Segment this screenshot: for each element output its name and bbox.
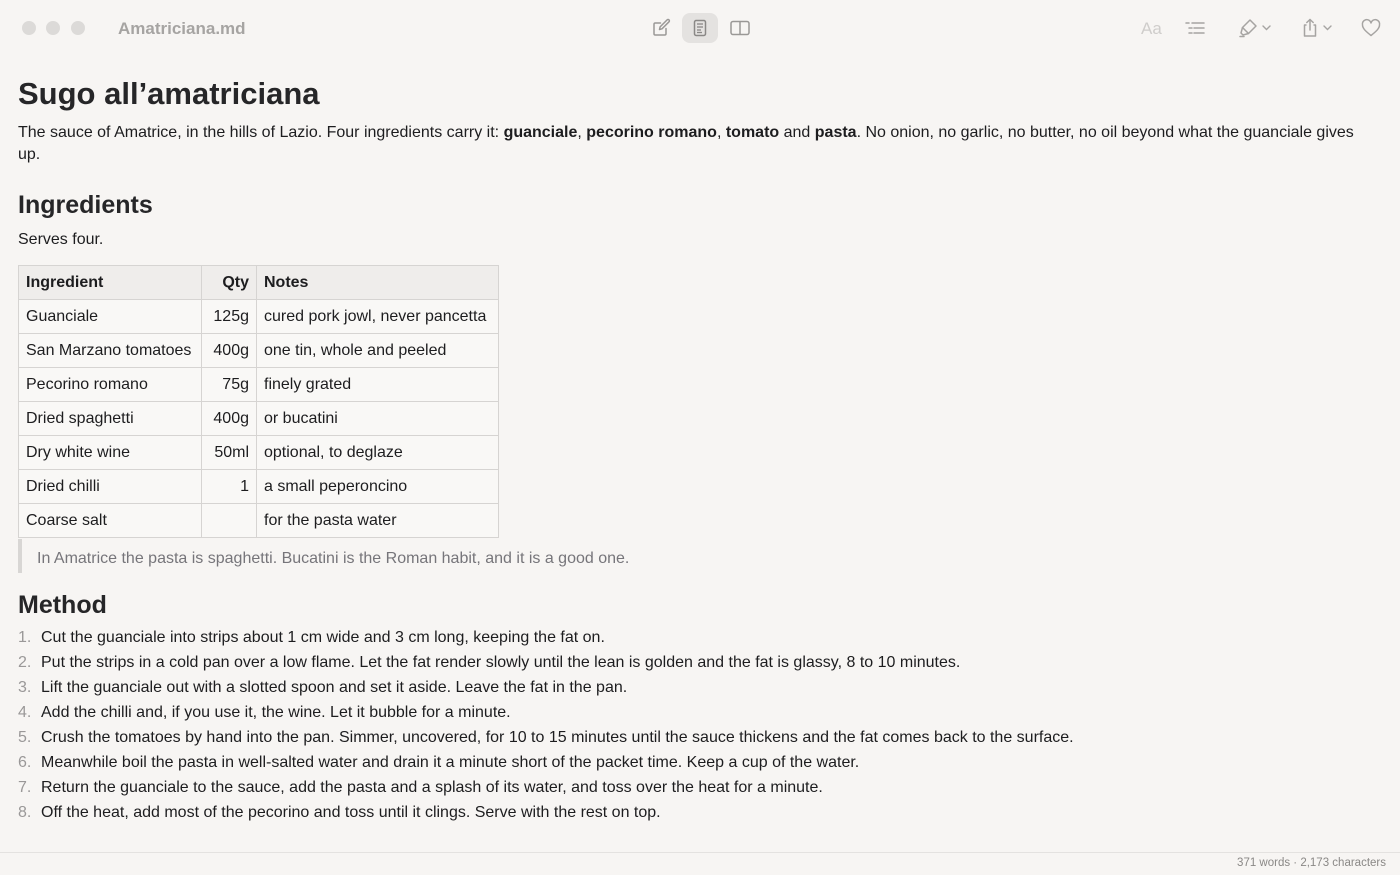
step-number: 7. [18,779,32,796]
cell-ingredient: Dry white wine [19,436,202,470]
intro-separator: , [577,124,587,141]
table-row [19,504,499,538]
share-icon [1300,17,1320,39]
step-number: 4. [18,704,32,721]
cell-qty: 1 [202,470,257,504]
cell-notes: for the pasta water [257,504,499,538]
outline-button[interactable] [1177,13,1213,43]
method-heading: Method [18,591,107,619]
step-text: Cut the guanciale into strips about 1 cm wide and 3 cm long, keeping the fat on. [41,629,605,646]
cell-ingredient: Coarse salt [19,504,202,538]
intro-bold-tomato: tomato [725,124,780,141]
step-text: Return the guanciale to the sauce, add the pasta and a splash of its water, and toss over the heat for a minute. [41,779,823,796]
serves-text: Serves four. [18,231,104,248]
cell-qty: 400g [202,402,257,436]
step-text: Lift the guanciale out with a slotted spoon and set it aside. Leave the fat in the pan. [41,679,628,696]
status-bar [0,852,1400,875]
list-item [18,675,1384,700]
font-icon[interactable]: Aa [1141,19,1162,38]
list-item [18,700,1384,725]
column-header-notes: Notes [257,266,499,300]
list-item [18,625,1384,650]
intro-bold-guanciale: guanciale [503,124,578,141]
share-menu-button[interactable] [1294,13,1338,43]
edit-mode-button[interactable] [643,13,679,43]
blockquote: In Amatrice the pasta is spaghetti. Bucatini is the Roman habit, and it is a good one. [18,539,1384,573]
intro-bold-pasta: pasta [814,124,857,141]
intro-separator: , [716,124,726,141]
intro-text: The sauce of Amatrice, in the hills of Lazio. Four ingredients carry it: [18,124,504,141]
chevron-down-icon [1323,25,1332,31]
table-row [19,334,499,368]
cell-qty [202,504,257,538]
cell-qty: 400g [202,334,257,368]
favorite-button[interactable] [1353,13,1389,43]
list-item [18,750,1384,775]
step-text: Crush the tomatoes by hand into the pan. Simmer, uncovered, for 10 to 15 minutes until the sauce thickens and the fat comes back to the surface. [41,729,1074,746]
step-number: 8. [18,804,32,821]
table-row [19,436,499,470]
step-text: Meanwhile boil the pasta in well-salted water and drain it a minute short of the packet time. Keep a cup of the water. [41,754,860,771]
preview-icon [690,18,710,38]
step-text: Off the heat, add most of the pecorino and toss until it clings. Serve with the rest on top. [41,804,661,821]
table-header-row [19,266,499,300]
intro-separator: and [779,124,815,141]
cell-ingredient: San Marzano tomatoes [19,334,202,368]
split-view-icon [729,18,751,38]
chevron-down-icon [1262,25,1271,31]
list-item [18,650,1384,675]
step-text: Add the chilli and, if you use it, the wine. Let it bubble for a minute. [41,704,511,721]
minimize-window-button[interactable] [46,21,60,35]
word-count-status[interactable]: 371 words · 2,173 characters [1237,857,1386,869]
ingredients-heading: Ingredients [18,191,153,219]
step-number: 2. [18,654,32,671]
highlighter-icon [1237,17,1259,39]
highlight-menu-button[interactable] [1232,13,1276,43]
cell-ingredient: Dried spaghetti [19,402,202,436]
table-row [19,470,499,504]
cell-ingredient: Pecorino romano [19,368,202,402]
method-steps-list [18,625,1384,825]
document-preview [18,74,1384,853]
intro-bold-pecorino: pecorino romano [586,124,717,141]
edit-icon [651,18,671,38]
cell-notes: optional, to deglaze [257,436,499,470]
cell-notes: finely grated [257,368,499,402]
split-view-button[interactable] [722,13,758,43]
cell-qty: 125g [202,300,257,334]
zoom-window-button[interactable] [71,21,85,35]
title-bar [0,0,1400,56]
cell-qty: 50ml [202,436,257,470]
step-number: 1. [18,629,32,646]
cell-qty: 75g [202,368,257,402]
column-header-ingredient: Ingredient [19,266,202,300]
ingredients-table [18,265,499,538]
heart-icon [1360,18,1382,38]
outline-icon [1183,18,1207,38]
table-row [19,368,499,402]
table-row [19,300,499,334]
step-text: Put the strips in a cold pan over a low flame. Let the fat render slowly until the lean is golden and the fat is glassy, 8 to 10 minutes. [41,654,961,671]
cell-notes: or bucatini [257,402,499,436]
list-item [18,725,1384,750]
document-title: Amatriciana.md [118,19,246,38]
step-number: 3. [18,679,32,696]
step-number: 6. [18,754,32,771]
cell-ingredient: Guanciale [19,300,202,334]
cell-notes: cured pork jowl, never pancetta [257,300,499,334]
list-item [18,800,1384,825]
list-item [18,775,1384,800]
document-heading: Sugo all’amatriciana [18,76,320,111]
preview-mode-button[interactable] [682,13,718,43]
cell-ingredient: Dried chilli [19,470,202,504]
intro-paragraph [18,122,1380,166]
close-window-button[interactable] [22,21,36,35]
cell-notes: one tin, whole and peeled [257,334,499,368]
table-row [19,402,499,436]
step-number: 5. [18,729,32,746]
cell-notes: a small peperoncino [257,470,499,504]
intro-text-end: . No onion, no garlic, no butter, no oil beyond what the guanciale gives up. [18,124,1354,163]
column-header-qty: Qty [202,266,257,300]
